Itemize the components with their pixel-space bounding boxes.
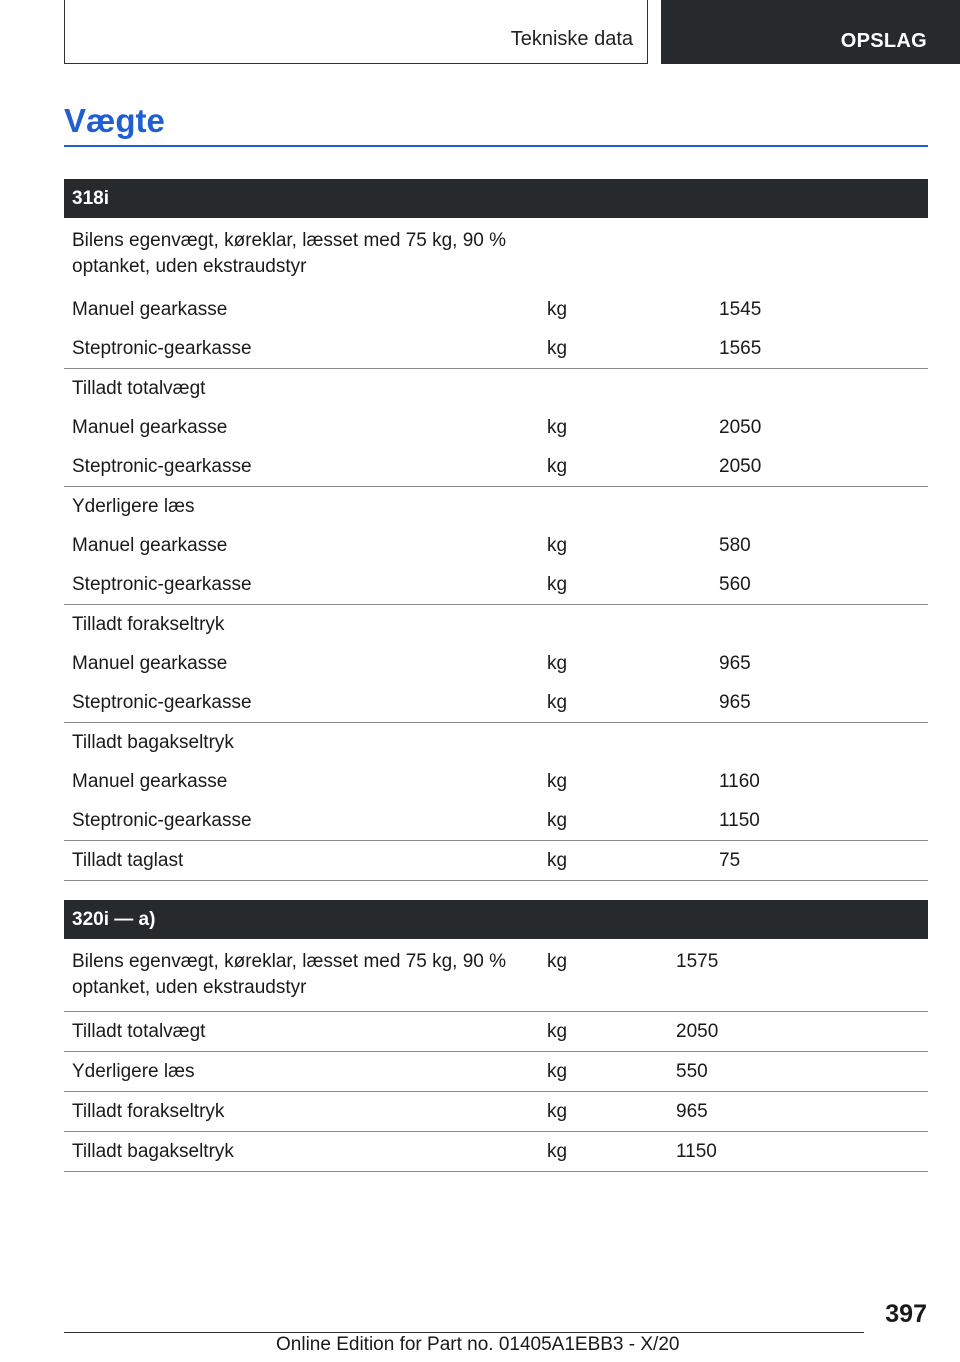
row-unit: kg — [539, 683, 711, 723]
table-model-heading: 320i — a) — [64, 900, 928, 939]
table-row — [64, 683, 928, 723]
row-value — [711, 218, 928, 290]
row-value: 1160 — [719, 770, 760, 792]
row-label: Steptronic-gearkasse — [64, 447, 539, 487]
row-value: 560 — [711, 565, 928, 605]
row-label: Manuel gearkasse — [72, 770, 228, 792]
row-value: 965 — [668, 1092, 928, 1132]
row-unit: kg — [539, 447, 711, 487]
footer-divider — [64, 1332, 864, 1333]
table-row — [64, 408, 928, 447]
row-unit — [539, 218, 711, 290]
row-value: 1150 — [711, 801, 928, 841]
row-unit: kg — [547, 534, 568, 556]
row-unit: kg — [539, 565, 711, 605]
section-tab[interactable] — [661, 0, 960, 64]
row-value — [711, 369, 928, 409]
table-header-row — [64, 179, 928, 218]
row-value: 2050 — [719, 416, 762, 438]
table-row — [64, 1132, 928, 1172]
row-unit: kg — [539, 1052, 668, 1092]
title-divider — [64, 145, 928, 147]
chapter-box — [64, 0, 648, 64]
table-row — [64, 329, 928, 369]
row-label: Bilens egenvægt, køreklar, læsset med 75 kg, 90 % optanket, uden ekstraudstyr — [64, 939, 539, 1012]
row-value — [711, 605, 928, 645]
row-label: Manuel gearkasse — [72, 298, 228, 320]
row-label: Steptronic-gearkasse — [64, 565, 539, 605]
row-unit: kg — [539, 1092, 668, 1132]
row-label: Bilens egenvægt, køreklar, læsset med 75 kg, 90 % optanket, uden ekstraudstyr — [72, 230, 507, 277]
row-label: Tilladt totalvægt — [64, 1012, 539, 1052]
row-label: Manuel gearkasse — [72, 652, 228, 674]
row-label: Manuel gearkasse — [72, 534, 228, 556]
weights-table-318i — [64, 179, 928, 881]
footer-edition-text: Online Edition for Part no. 01405A1EBB3 - X/20 — [276, 1334, 680, 1355]
row-label: Tilladt forakseltryk — [64, 1092, 539, 1132]
row-value: 550 — [668, 1052, 928, 1092]
table-row — [64, 605, 928, 645]
table-row — [64, 526, 928, 565]
row-label: Tilladt totalvægt — [72, 377, 206, 399]
row-label: Tilladt taglast — [64, 841, 539, 881]
table-row — [64, 1052, 928, 1092]
row-value: 2050 — [668, 1012, 928, 1052]
row-label: Tilladt forakseltryk — [72, 613, 225, 635]
row-unit: kg — [547, 416, 568, 438]
table-row — [64, 723, 928, 763]
row-unit — [539, 487, 711, 527]
row-label: Yderligere læs — [72, 495, 195, 517]
table-row — [64, 644, 928, 683]
section-tab-label: OPSLAG — [840, 30, 927, 52]
row-unit — [539, 369, 711, 409]
row-unit — [539, 723, 711, 763]
table-row — [64, 290, 928, 329]
table-row — [64, 841, 928, 881]
table-row — [64, 1012, 928, 1052]
row-value: 580 — [719, 534, 751, 556]
table-row — [64, 762, 928, 801]
table-row — [64, 218, 928, 290]
row-value: 965 — [711, 683, 928, 723]
row-unit — [539, 605, 711, 645]
row-value: 75 — [711, 841, 928, 881]
row-value: 965 — [719, 652, 751, 674]
table-row — [64, 487, 928, 527]
chapter-title: Tekniske data — [510, 28, 633, 50]
table-row — [64, 447, 928, 487]
row-label: Tilladt bagakseltryk — [64, 1132, 539, 1172]
row-value: 2050 — [711, 447, 928, 487]
row-unit: kg — [547, 770, 568, 792]
row-label: Steptronic-gearkasse — [64, 683, 539, 723]
table-header-row — [64, 900, 928, 939]
table-row — [64, 565, 928, 605]
row-unit: kg — [539, 1012, 668, 1052]
row-label: Yderligere læs — [64, 1052, 539, 1092]
row-value: 1545 — [719, 298, 762, 320]
row-unit: kg — [539, 841, 711, 881]
row-unit: kg — [539, 939, 668, 1012]
row-value: 1150 — [668, 1132, 928, 1172]
row-label: Steptronic-gearkasse — [64, 801, 539, 841]
row-value — [711, 723, 928, 763]
row-label: Steptronic-gearkasse — [64, 329, 539, 369]
page-title: Vægte — [64, 102, 165, 139]
table-row — [64, 801, 928, 841]
page-number: 397 — [885, 1300, 927, 1328]
table-row — [64, 1092, 928, 1132]
row-value — [711, 487, 928, 527]
row-label: Manuel gearkasse — [72, 416, 228, 438]
table-row — [64, 939, 928, 1012]
weights-table-320i — [64, 900, 928, 1172]
table-row — [64, 369, 928, 409]
page-header — [0, 0, 960, 66]
row-unit: kg — [547, 652, 568, 674]
row-value: 1565 — [711, 329, 928, 369]
row-unit: kg — [539, 1132, 668, 1172]
table-model-heading: 318i — [64, 179, 928, 218]
row-unit: kg — [539, 329, 711, 369]
row-unit: kg — [547, 298, 568, 320]
row-unit: kg — [539, 801, 711, 841]
row-label: Tilladt bagakseltryk — [72, 731, 234, 753]
row-value: 1575 — [668, 939, 928, 1012]
